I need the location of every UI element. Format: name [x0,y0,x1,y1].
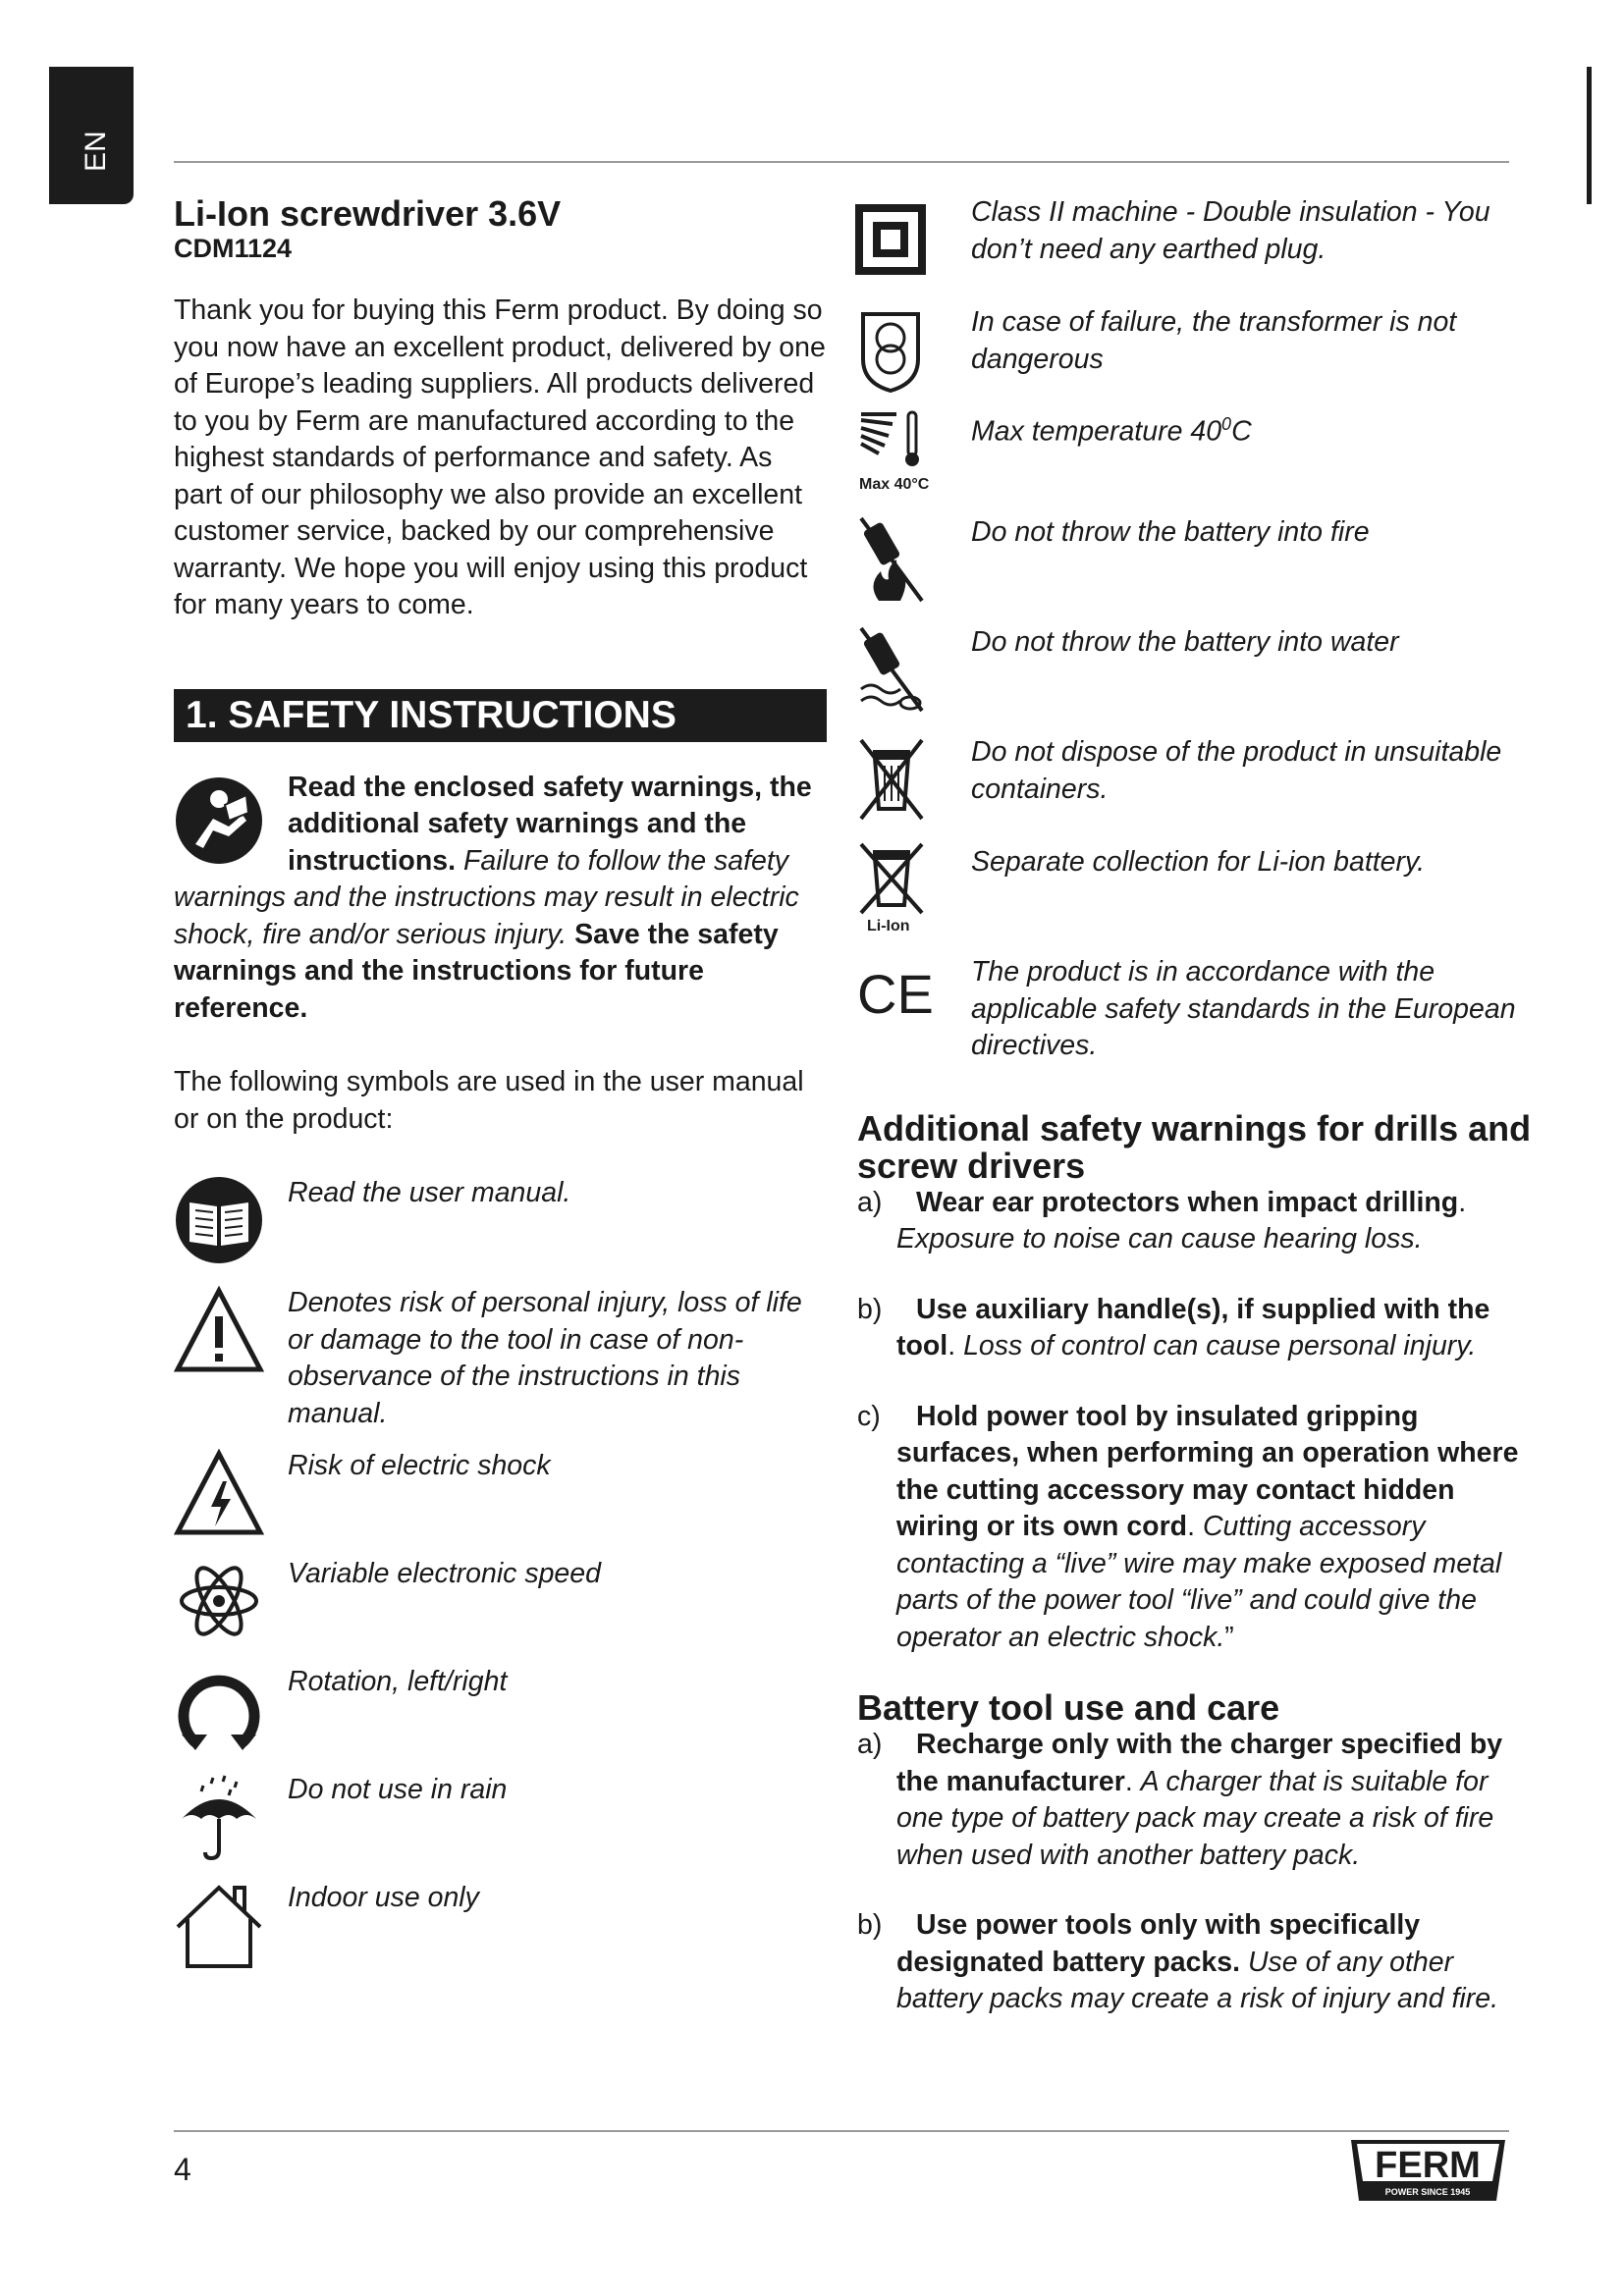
symbol-row [174,1880,827,1970]
item-content [896,1292,1535,1365]
battery-heading: Battery tool use and care [857,1687,1280,1728]
symbol-row [857,954,1535,1065]
symbol-row [857,514,1535,605]
item-separator: . [1187,1511,1196,1542]
symbols-intro: The following symbols are used in the user manual or on the product: [174,1066,804,1135]
umbrella-rain-icon [174,1772,264,1862]
item-label: b) [857,1293,883,1325]
double-insulation-icon [857,194,926,285]
temperature-degree: 0 [1221,414,1232,434]
warning-triangle-icon [174,1285,264,1375]
right-column [857,194,1535,2052]
li-ion-bin-icon [857,844,926,934]
list-item [857,1907,1535,2018]
item-bold: Use auxiliary handle(s), if supplied with the tool [896,1293,1490,1362]
list-item [857,1292,1535,1365]
symbol-text: Denotes risk of personal injury, loss of life or damage to the tool in case of non-observance of the instructions in this manual. [288,1287,802,1429]
ce-mark-icon [857,954,934,1044]
symbol-text: In case of failure, the transformer is not dangerous [971,306,1457,375]
list-item [857,1727,1535,1874]
symbol-text: Class II machine - Double insulation - You don’t need any earthed plug. [971,196,1490,265]
item-content [896,1185,1535,1258]
item-italic: Loss of control can cause personal injury. [963,1330,1477,1362]
temperature-text: Max temperature 40 [971,415,1222,448]
book-icon [174,1175,264,1265]
warning-italic-text: Failure to follow the safety warnings and the instructions may result in electric shock, fire and/or serious injury. [174,844,799,950]
item-content [896,1399,1535,1657]
rotation-icon [174,1664,264,1754]
symbol-text [971,406,1535,451]
item-italic: Exposure to noise can cause hearing loss. [896,1223,1423,1255]
item-separator: . [1124,1765,1133,1797]
symbol-text: Indoor use only [288,1882,479,1913]
symbol-row [174,1772,827,1862]
item-content [896,1907,1535,2018]
item-bold: Use power tools only with specifically designated battery packs. [896,1909,1421,1978]
symbol-row [857,194,1535,285]
symbol-text: Variable electronic speed [288,1558,601,1589]
symbol-row [857,304,1535,395]
model-code: CDM1124 [174,234,293,263]
warning-save-text: Save the safety warnings and the instructions for future reference. [174,918,779,1024]
symbol-row [857,406,1535,497]
symbol-text: Risk of electric shock [288,1450,551,1481]
symbol-row [857,844,1535,934]
item-label: a) [857,1186,883,1218]
max-temperature-icon [857,406,930,497]
item-bold: Wear ear protectors when impact drilling [916,1186,1459,1218]
no-fire-icon [857,514,926,605]
language-label: EN [80,131,112,172]
temperature-unit: C [1231,415,1252,448]
bottom-divider [174,2130,1509,2132]
symbol-text: Do not use in rain [288,1774,508,1805]
symbol-text: Do not throw the battery into water [971,626,1399,658]
symbol-text: Do not dispose of the product in unsuitable containers. [971,736,1502,805]
symbol-row [174,1448,827,1538]
language-tab [49,67,134,204]
symbol-row [174,1285,827,1432]
list-item [857,1399,1535,1657]
item-separator: . [1458,1186,1467,1218]
item-italic: A charger that is suitable for one type of battery pack may create a risk of fire when used with another battery pack. [896,1765,1494,1871]
intro-paragraph: Thank you for buying this Ferm product. By doing so you now have an excellent product, delivered by one of Europe’s leading suppliers. All products delivered to you by Ferm are manufactured according to the highest standards of performance and safety. As part of our philosophy we also provide an excellent customer service, backed by our comprehensive warranty. We hope you will enjoy using this product for many years to come. [174,294,826,620]
symbol-row [174,1664,827,1754]
item-content [896,1727,1535,1874]
item-label: b) [857,1909,883,1941]
document-title: Li-Ion screwdriver 3.6V [174,193,562,234]
symbol-text: Rotation, left/right [288,1666,508,1697]
safety-warning-block [174,770,827,1028]
symbol-row [174,1556,827,1646]
item-bold: Recharge only with the charger specified by the manufacturer [896,1729,1503,1797]
crossed-bin-icon [857,734,926,825]
additional-warnings-heading: Additional safety warnings for drills and screw drivers [857,1107,1532,1186]
edge-marker [1587,67,1592,204]
symbol-row [857,734,1535,825]
symbol-row [174,1175,827,1265]
item-bold: Hold power tool by insulated gripping surfaces, when performing an operation where the cutting accessory may contact hidden wiring or its own cord [896,1400,1519,1542]
warning-bold-text: Read the enclosed safety warnings, the additional safety warnings and the instructions. [288,771,812,877]
li-ion-icon-label: Li-Ion [867,918,910,934]
symbol-row [857,624,1535,715]
logo-wordmark: FERM [1375,2145,1481,2186]
left-column [174,194,827,1990]
item-separator: . [947,1330,956,1362]
electric-shock-icon [174,1448,264,1538]
top-divider [174,161,1509,163]
no-water-icon [857,624,926,715]
ferm-logo [1347,2132,1509,2203]
variable-speed-icon [174,1556,264,1646]
logo-tagline: POWER SINCE 1945 [1384,2187,1471,2197]
ce-mark-label: CE [857,963,934,1025]
page-number: 4 [174,2152,191,2187]
item-tail: ” [1224,1621,1234,1653]
transformer-icon [857,304,926,395]
house-icon [174,1880,264,1970]
item-italic: Cutting accessory contacting a “live” wire may make exposed metal parts of the power tool “live” and could give the operator an electric shock. [896,1511,1502,1653]
item-label: a) [857,1729,883,1760]
item-label: c) [857,1400,881,1432]
list-item [857,1185,1535,1258]
read-manual-person-icon [174,775,264,866]
symbol-text: Read the user manual. [288,1177,571,1208]
section-heading-safety: 1. SAFETY INSTRUCTIONS [174,689,827,742]
symbol-text: Do not throw the battery into fire [971,516,1370,548]
symbol-text: Separate collection for Li-ion battery. [971,846,1426,878]
max-temperature-icon-label: Max 40°C [859,476,930,493]
symbol-text: The product is in accordance with the applicable safety standards in the European directives. [971,956,1516,1061]
item-italic: Use of any other battery packs may create a risk of injury and fire. [896,1946,1499,2014]
